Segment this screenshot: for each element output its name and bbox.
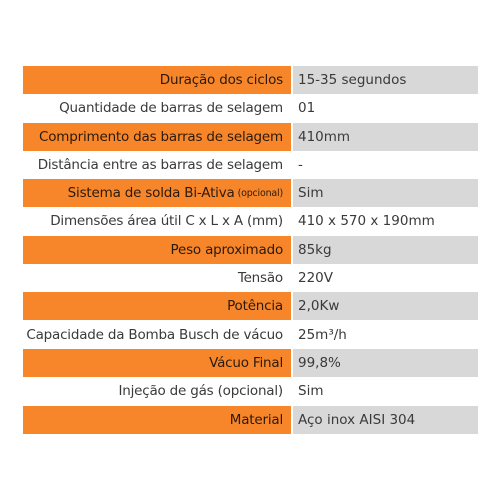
spec-label: Potência (23, 292, 291, 320)
spec-value: 25m³/h (298, 326, 347, 343)
spec-value: Sim (298, 383, 324, 400)
spec-label-text: Sistema de solda Bi-Ativa (67, 185, 235, 202)
spec-value: 410mm (293, 123, 478, 151)
spec-value: - (298, 156, 303, 173)
spec-label (23, 179, 291, 207)
spec-label: Peso aproximado (23, 236, 291, 264)
spec-label: Vácuo Final (23, 349, 291, 377)
spec-label: Injeção de gás (opcional) (118, 383, 283, 400)
spec-row-gas-injection (23, 377, 478, 405)
spec-label: Duração dos ciclos (23, 66, 291, 94)
spec-label: Dimensões área útil C x L x A (mm) (50, 213, 283, 230)
spec-row-sealing-bar-distance (23, 151, 478, 179)
spec-value: 220V (298, 270, 334, 287)
spec-value: 410 x 570 x 190mm (298, 213, 435, 230)
spec-label: Tensão (237, 270, 283, 287)
spec-value: 2,0Kw (293, 292, 478, 320)
spec-row-material (23, 406, 478, 434)
spec-value: 01 (298, 100, 316, 117)
spec-label-note: (opcional) (237, 187, 283, 199)
spec-row-weight (23, 236, 478, 264)
spec-row-pump-capacity (23, 321, 478, 349)
spec-value: Sim (293, 179, 478, 207)
spec-table (23, 66, 478, 434)
spec-label: Distância entre as barras de selagem (37, 156, 283, 173)
spec-value: 15-35 segundos (293, 66, 478, 94)
spec-label: Capacidade da Bomba Busch de vácuo (26, 326, 283, 343)
spec-row-cycle-duration (23, 66, 478, 94)
spec-label: Quantidade de barras de selagem (59, 100, 283, 117)
spec-label: Material (23, 406, 291, 434)
spec-value: 99,8% (293, 349, 478, 377)
spec-row-useful-area (23, 207, 478, 235)
spec-value: Aço inox AISI 304 (293, 406, 478, 434)
spec-row-final-vacuum (23, 349, 478, 377)
spec-row-sealing-bar-length (23, 123, 478, 151)
spec-row-voltage (23, 264, 478, 292)
spec-label: Comprimento das barras de selagem (23, 123, 291, 151)
spec-row-sealing-bar-count (23, 94, 478, 122)
spec-row-power (23, 292, 478, 320)
spec-row-welding-system (23, 179, 478, 207)
spec-value: 85kg (293, 236, 478, 264)
